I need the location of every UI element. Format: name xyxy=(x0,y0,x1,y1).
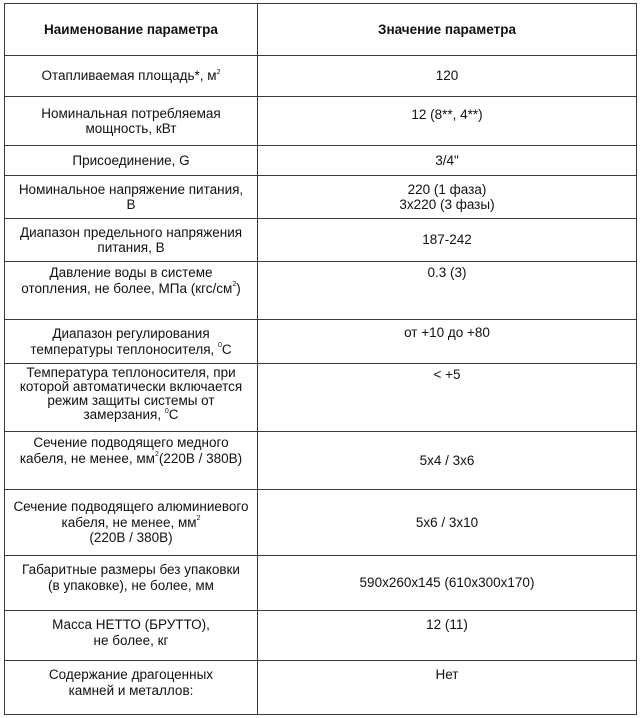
param-cell: Присоединение, G xyxy=(5,146,258,176)
table-row xyxy=(5,146,637,176)
value-cell: 12 (11) xyxy=(258,611,637,661)
value-cell: от +10 до +80 xyxy=(258,320,637,364)
param-cell: Габаритные размеры без упаковки (в упаковке), не более, мм xyxy=(5,556,258,611)
param-cell: Номинальное напряжение питания, В xyxy=(5,176,258,219)
table-header-row xyxy=(5,4,637,56)
table-row xyxy=(5,490,637,556)
table-row xyxy=(5,611,637,661)
table-row xyxy=(5,219,637,262)
value-cell: 0.3 (3) xyxy=(258,262,637,320)
param-cell: Температура теплоносителя, при которой автоматически включается режим защиты системы от замерзания, $^0$С xyxy=(5,364,258,432)
spec-table xyxy=(4,3,637,715)
table-row xyxy=(5,432,637,490)
param-cell: Сечение подводящего алюминиевого кабеля, не менее, $мм^2$ (220В / 380В) xyxy=(5,490,258,556)
value-cell: 3/4" xyxy=(258,146,637,176)
value-cell: < +5 xyxy=(258,364,637,432)
table-row xyxy=(5,320,637,364)
table-row xyxy=(5,56,637,97)
param-cell: Масса НЕТТО (БРУТТО), не более, кг xyxy=(5,611,258,661)
param-cell: Номинальная потребляемая мощность, кВт xyxy=(5,97,258,146)
param-cell: Давление воды в системе отопления, не более, МПа $(кгс/см^2)$ xyxy=(5,262,258,320)
param-cell: Диапазон регулирования температуры теплоносителя, $^0$С xyxy=(5,320,258,364)
param-cell: Диапазон предельного напряжения питания, В xyxy=(5,219,258,262)
value-cell: 590х260х145 (610х300х170) xyxy=(258,556,637,611)
table-row xyxy=(5,661,637,715)
param-cell: Отапливаемая площадь*, $м^2$ xyxy=(5,56,258,97)
header-param: Наименование параметра xyxy=(5,4,258,56)
value-cell: 5х6 / 3х10 xyxy=(258,490,637,556)
value-cell: 187-242 xyxy=(258,219,637,262)
value-cell: 120 xyxy=(258,56,637,97)
value-cell: Нет xyxy=(258,661,637,715)
table-row xyxy=(5,97,637,146)
table-row xyxy=(5,262,637,320)
table-row xyxy=(5,364,637,432)
param-cell: Содержание драгоценных камней и металлов: xyxy=(5,661,258,715)
value-cell: 220 (1 фаза) 3х220 (3 фазы) xyxy=(258,176,637,219)
value-cell: 12 (8**, 4**) xyxy=(258,97,637,146)
table-row xyxy=(5,176,637,219)
value-cell: 5х4 / 3х6 xyxy=(258,432,637,490)
header-value: Значение параметра xyxy=(258,4,637,56)
table-row xyxy=(5,556,637,611)
param-cell: Сечение подводящего медного кабеля, не менее, $мм^2(220В / 380В)$ xyxy=(5,432,258,490)
